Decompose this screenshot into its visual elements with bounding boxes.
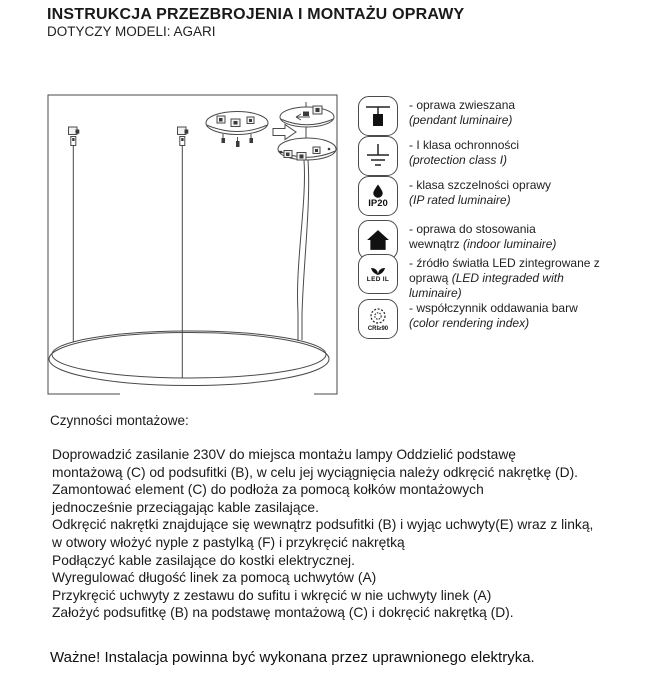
- legend-row-pendant: [358, 96, 609, 136]
- suspension-wire-middle: [178, 127, 189, 378]
- page-title: INSTRUKCJA PRZEZBROJENIA I MONTAŻU OPRAWY: [47, 6, 465, 23]
- ip-rating-label: IP20: [368, 198, 388, 210]
- step-line: jednocześnie przeciągając kable zasilające.: [52, 499, 319, 515]
- legend-text: - źródło światła LED zintegrowane z oprawą (LED integraded with luminaire): [409, 256, 600, 300]
- legend-row-ip-rating: [358, 176, 609, 216]
- ring-luminaire: [49, 331, 329, 386]
- ip-rating-icon: [358, 176, 398, 216]
- legend-text: - oprawa zwieszana (pendant luminaire): [409, 98, 516, 127]
- step-line: Przykręcić uchwyty z zestawu do sufitu i wkręcić w nie uchwyty linek (A): [52, 587, 492, 603]
- step-line: Wyregulować długość linek za pomocą uchwytów (A): [52, 570, 377, 586]
- step-line: w otwory włożyć nyple z pastylką (F) i przykręcić nakrętką: [52, 534, 405, 550]
- step-line: Założyć podsufitkę (B) na podstawę montażową (C) i dokręcić nakrętką (D).: [52, 605, 514, 621]
- step-line: Odkręcić nakrętki znajdujące się wewnątrz podsufitki (B) i wyjąc uchwyty(E) wraz z linką,: [52, 517, 594, 533]
- legend-row-cri: [358, 299, 619, 339]
- water-drop-icon: [372, 183, 384, 198]
- step-line: Zamontować element (C) do podłoża za pomocą kołków montażowych: [52, 482, 484, 498]
- legend-row-protection-class: [358, 136, 609, 176]
- led-integrated-icon: [358, 254, 398, 294]
- assembly-diagram: [46, 93, 339, 397]
- legend-text: - oprawa do stosowania wewnątrz (indoor luminaire): [409, 222, 557, 251]
- arrow-icon: [273, 125, 296, 140]
- canopy-base-disc: [206, 112, 268, 148]
- legend-text: - współczynnik oddawania barw (color rendering index): [409, 301, 578, 330]
- protection-class-1-icon: [358, 136, 398, 176]
- assembly-steps: [52, 446, 642, 622]
- step-line: montażową (C) od podsufitki (B), w celu jej wyciągnięcia należy odkręcić nakrętkę (D).: [52, 464, 579, 480]
- cri-icon: [358, 299, 398, 339]
- pendant-luminaire-icon: [358, 96, 398, 136]
- led-label: LED IL: [366, 276, 390, 284]
- legend-text: - klasa szczelności oprawy (IP rated luminaire): [409, 178, 552, 207]
- cri-label: CRI≥90: [367, 325, 389, 332]
- warning-text: Ważne! Instalacja powinna być wykonana przez uprawnionego elektryka.: [50, 649, 535, 666]
- suspension-wire-left: [69, 127, 80, 342]
- step-line: Podłączyć kable zasilające do kostki elektrycznej.: [52, 552, 355, 568]
- legend-row-led: [358, 254, 614, 301]
- steps-heading: Czynności montażowe:: [50, 413, 189, 428]
- legend-text: - I klasa ochronności (protection class I): [409, 138, 520, 167]
- page-subtitle: DOTYCZY MODELI: AGARI: [47, 24, 216, 39]
- step-line: Doprowadzić zasilanie 230V do miejsca montażu lampy Oddzielić podstawę: [52, 447, 516, 462]
